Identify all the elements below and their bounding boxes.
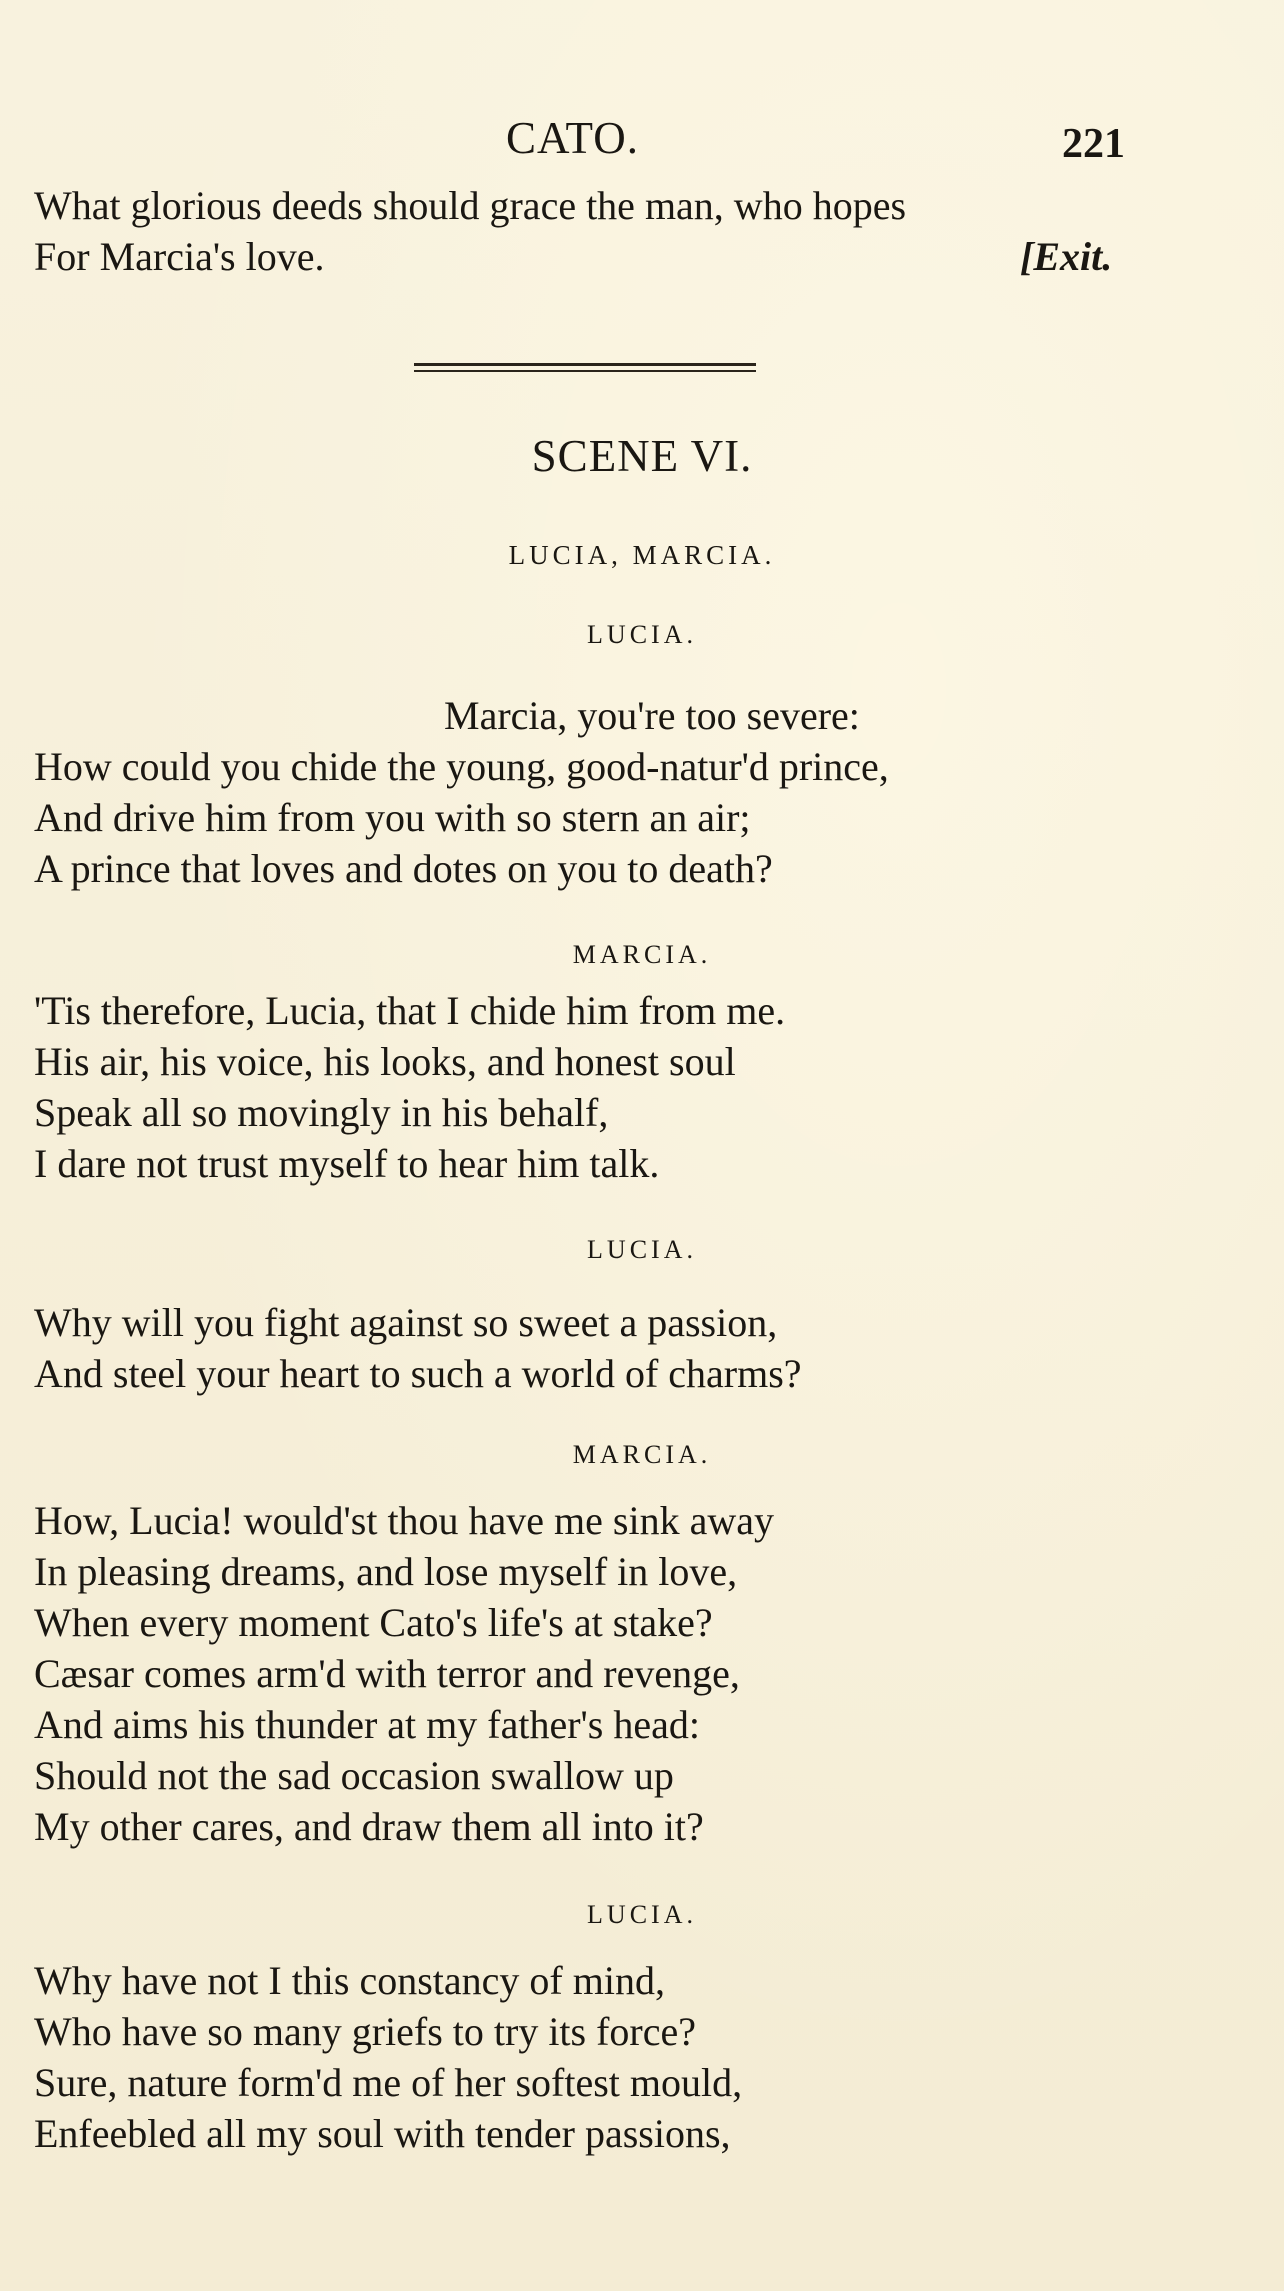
verse-line: Why have not I this constancy of mind, [34,1958,665,2003]
verse-line-text: For Marcia's love. [34,234,325,279]
verse-line: I dare not trust myself to hear him talk. [34,1141,660,1186]
scene-heading: SCENE VI. [531,431,753,481]
verse-line: How, Lucia! would'st thou have me sink away [34,1498,774,1543]
verse-line: Why will you fight against so sweet a passion, [34,1300,778,1345]
verse-line: In pleasing dreams, and lose myself in love, [34,1549,738,1594]
verse-line: Speak all so movingly in his behalf, [34,1090,609,1135]
verse-line: Cæsar comes arm'd with terror and revenge, [34,1651,740,1696]
verse-line: And steel your heart to such a world of charms? [34,1351,802,1396]
verse-line: A prince that loves and dotes on you to death? [34,846,773,891]
verse-line: His air, his voice, his looks, and honest soul [34,1039,736,1084]
speaker-name: MARCIA. [572,940,712,969]
speaker-name: LUCIA. [587,1900,697,1929]
speech-lines [34,690,1154,894]
verse-line: My other cares, and draw them all into it? [34,1804,704,1849]
speech-lines [34,1955,1154,2159]
speaker-name: LUCIA. [587,1235,697,1264]
verse-line: Enfeebled all my soul with tender passions, [34,2111,731,2156]
stage-direction-exit: [Exit. [1020,234,1113,279]
verse-line: And aims his thunder at my father's head: [34,1702,700,1747]
verse-line: Marcia, you're too severe: [444,693,860,738]
speaker-name: LUCIA. [587,620,697,649]
verse-line: And drive him from you with so stern an air; [34,795,751,840]
carryover-lines [34,180,1154,282]
running-head [0,112,1284,172]
speech-lines [34,985,1154,1189]
page-number: 221 [1062,121,1125,167]
speaker-name: MARCIA. [572,1440,712,1469]
verse-line: 'Tis therefore, Lucia, that I chide him from me. [34,988,786,1033]
speech-lines [34,1297,1154,1399]
speech-lines [34,1495,1154,1852]
verse-line: Who have so many griefs to try its force? [34,2009,697,2054]
scene-persons: LUCIA, MARCIA. [508,540,776,570]
verse-line: Should not the sad occasion swallow up [34,1753,674,1798]
running-title: CATO. [506,113,639,163]
scene-divider-rule [414,363,756,372]
verse-line: What glorious deeds should grace the man, who hopes [34,183,907,228]
verse-line [34,231,1154,282]
verse-line: When every moment Cato's life's at stake? [34,1600,713,1645]
verse-line: How could you chide the young, good-natur'd prince, [34,744,889,789]
verse-line: Sure, nature form'd me of her softest mould, [34,2060,743,2105]
